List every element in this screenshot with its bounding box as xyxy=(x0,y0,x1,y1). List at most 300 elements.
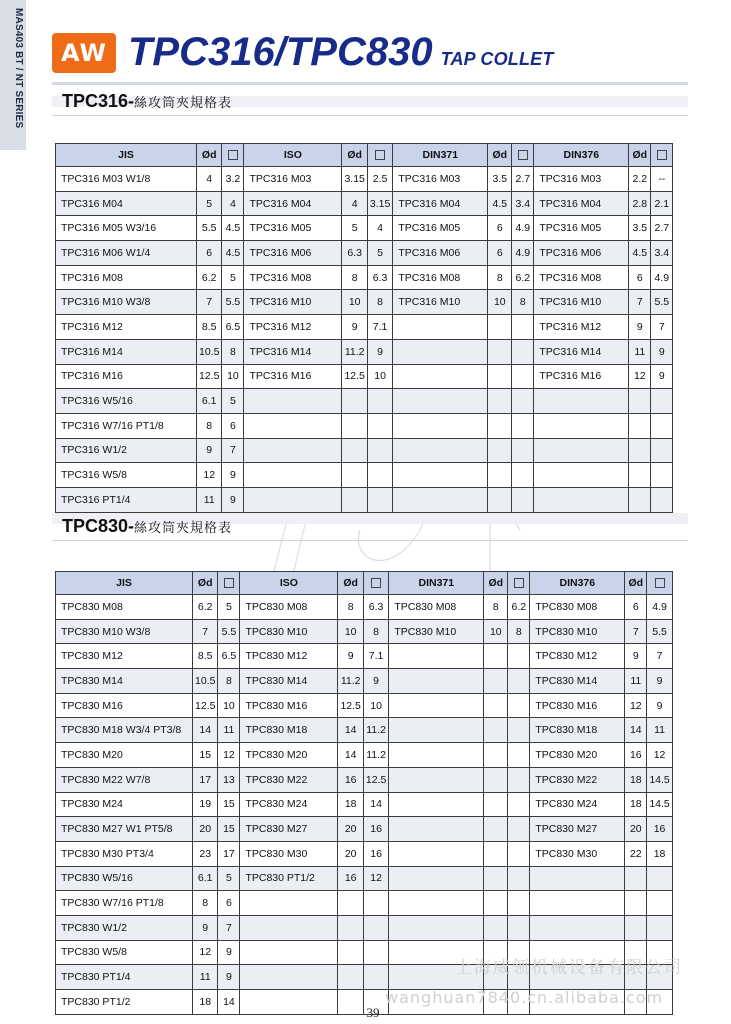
diameter-cell: 6 xyxy=(629,265,651,290)
table-row xyxy=(56,767,673,792)
model-cell: TPC316 M04 xyxy=(56,191,197,216)
square-cell xyxy=(363,915,388,940)
column-header: Ød xyxy=(193,572,218,595)
table-row xyxy=(56,841,673,866)
table-row xyxy=(56,891,673,916)
diameter-cell xyxy=(484,743,508,768)
square-cell: 16 xyxy=(363,817,388,842)
square-cell: 6.5 xyxy=(218,644,240,669)
square-cell: 14.5 xyxy=(647,767,672,792)
model-cell xyxy=(389,792,484,817)
square-icon xyxy=(518,150,528,160)
square-cell: 10 xyxy=(222,364,244,389)
diameter-cell xyxy=(488,413,512,438)
diameter-cell: 7 xyxy=(197,290,222,315)
diameter-cell: 16 xyxy=(625,743,647,768)
diameter-cell xyxy=(488,438,512,463)
column-header: Ød xyxy=(197,144,222,167)
table-row xyxy=(56,866,673,891)
diameter-cell xyxy=(342,389,367,414)
diameter-cell: 6 xyxy=(488,216,512,241)
model-cell xyxy=(389,743,484,768)
diameter-cell xyxy=(338,940,363,965)
column-header: DIN376 xyxy=(530,572,625,595)
square-icon xyxy=(224,578,234,588)
square-cell xyxy=(651,413,673,438)
diameter-cell: 10 xyxy=(342,290,367,315)
diameter-cell: 18 xyxy=(625,792,647,817)
model-cell: TPC830 PT1/2 xyxy=(56,990,193,1015)
table-row xyxy=(56,167,673,192)
square-cell: 3.2 xyxy=(222,167,244,192)
square-cell: 14.5 xyxy=(647,792,672,817)
model-cell xyxy=(393,413,488,438)
diameter-cell: 11.2 xyxy=(338,669,363,694)
diameter-cell xyxy=(629,463,651,488)
model-cell: TPC830 M10 xyxy=(389,619,484,644)
diameter-cell: 10.5 xyxy=(197,339,222,364)
square-cell: 11 xyxy=(647,718,672,743)
model-cell xyxy=(393,438,488,463)
model-cell: TPC830 M30 xyxy=(240,841,338,866)
square-size-header xyxy=(363,572,388,595)
model-cell: TPC830 W5/16 xyxy=(56,866,193,891)
square-cell xyxy=(508,891,530,916)
square-cell: 16 xyxy=(363,841,388,866)
diameter-cell: 11 xyxy=(193,965,218,990)
model-cell xyxy=(534,413,629,438)
diameter-cell: 9 xyxy=(625,644,647,669)
square-cell: 6 xyxy=(222,413,244,438)
square-cell: 2.5 xyxy=(367,167,392,192)
diameter-cell: 12.5 xyxy=(342,364,367,389)
square-cell: 4.5 xyxy=(222,216,244,241)
diameter-cell: 3.15 xyxy=(342,167,367,192)
square-cell: 6 xyxy=(218,891,240,916)
square-cell: 2.7 xyxy=(651,216,673,241)
column-header: JIS xyxy=(56,572,193,595)
square-cell xyxy=(512,339,534,364)
square-cell xyxy=(367,413,392,438)
square-cell xyxy=(508,792,530,817)
table-row xyxy=(56,364,673,389)
diameter-cell xyxy=(342,487,367,512)
square-cell: 9 xyxy=(647,669,672,694)
model-cell: TPC316 W7/16 PT1/8 xyxy=(56,413,197,438)
model-cell: TPC830 M20 xyxy=(530,743,625,768)
square-cell: 9 xyxy=(222,463,244,488)
diameter-cell: 4.5 xyxy=(488,191,512,216)
diameter-cell: 6.3 xyxy=(342,241,367,266)
model-cell: TPC316 M04 xyxy=(244,191,342,216)
square-cell: 15 xyxy=(218,817,240,842)
square-cell: 10 xyxy=(363,693,388,718)
diameter-cell: 16 xyxy=(338,767,363,792)
square-cell: 10 xyxy=(367,364,392,389)
square-cell: 6.5 xyxy=(222,315,244,340)
square-cell: 7 xyxy=(647,644,672,669)
square-cell: 4.5 xyxy=(222,241,244,266)
model-cell: TPC316 M03 W1/8 xyxy=(56,167,197,192)
square-cell: 9 xyxy=(363,669,388,694)
column-header: Ød xyxy=(342,144,367,167)
model-cell: TPC830 PT1/2 xyxy=(240,866,338,891)
diameter-cell: 11 xyxy=(625,669,647,694)
square-cell: 7 xyxy=(651,315,673,340)
side-tab xyxy=(0,0,26,150)
square-cell xyxy=(647,915,672,940)
diameter-cell: 14 xyxy=(193,718,218,743)
diameter-cell: 19 xyxy=(193,792,218,817)
square-cell: 11 xyxy=(218,718,240,743)
table-row xyxy=(56,718,673,743)
model-cell: TPC316 M14 xyxy=(56,339,197,364)
square-cell: 8 xyxy=(508,619,530,644)
square-cell: 8 xyxy=(222,339,244,364)
square-cell: 5.5 xyxy=(647,619,672,644)
square-size-header xyxy=(512,144,534,167)
square-cell: 11.2 xyxy=(363,743,388,768)
diameter-cell xyxy=(484,767,508,792)
product-subtitle: TAP COLLET xyxy=(440,49,554,69)
diameter-cell: 7 xyxy=(193,619,218,644)
column-header: DIN371 xyxy=(389,572,484,595)
square-icon xyxy=(514,578,524,588)
model-cell xyxy=(389,866,484,891)
diameter-cell: 10.5 xyxy=(193,669,218,694)
square-cell: 4.9 xyxy=(512,241,534,266)
square-cell xyxy=(363,940,388,965)
model-cell: TPC316 M16 xyxy=(244,364,342,389)
table-row xyxy=(56,265,673,290)
model-cell: TPC830 W5/8 xyxy=(56,940,193,965)
table-row xyxy=(56,644,673,669)
model-cell xyxy=(393,463,488,488)
square-cell xyxy=(508,743,530,768)
square-cell: 12 xyxy=(218,743,240,768)
square-cell: 5 xyxy=(367,241,392,266)
diameter-cell: 6.2 xyxy=(193,595,218,620)
square-size-header xyxy=(367,144,392,167)
model-cell xyxy=(534,438,629,463)
square-cell: 13 xyxy=(218,767,240,792)
diameter-cell: 8 xyxy=(193,891,218,916)
diameter-cell xyxy=(488,364,512,389)
column-header: Ød xyxy=(484,572,508,595)
square-cell: 16 xyxy=(647,817,672,842)
table-row xyxy=(56,463,673,488)
section-title-tpc830 xyxy=(62,516,232,537)
diameter-cell: 11.2 xyxy=(342,339,367,364)
page-title xyxy=(128,30,554,75)
table-row xyxy=(56,216,673,241)
square-cell xyxy=(367,389,392,414)
column-header: JIS xyxy=(56,144,197,167)
model-cell: TPC316 M05 W3/16 xyxy=(56,216,197,241)
diameter-cell: 9 xyxy=(629,315,651,340)
table-row xyxy=(56,413,673,438)
diameter-cell: 3.5 xyxy=(488,167,512,192)
model-cell: TPC316 M05 xyxy=(534,216,629,241)
diameter-cell: 9 xyxy=(193,915,218,940)
diameter-cell: 6.1 xyxy=(197,389,222,414)
model-cell xyxy=(393,389,488,414)
square-cell: 8 xyxy=(363,619,388,644)
diameter-cell: 17 xyxy=(193,767,218,792)
diameter-cell xyxy=(484,817,508,842)
series-label: MAS403 BT / NT SERIES xyxy=(13,8,24,129)
square-cell xyxy=(508,644,530,669)
diameter-cell xyxy=(488,463,512,488)
diameter-cell: 9 xyxy=(342,315,367,340)
model-cell: TPC830 M12 xyxy=(240,644,338,669)
diameter-cell: 20 xyxy=(193,817,218,842)
url-watermark: wanghuan7840.cn.alibaba.com xyxy=(385,988,664,1007)
model-cell: TPC316 M03 xyxy=(534,167,629,192)
square-cell: 12 xyxy=(363,866,388,891)
square-cell: 3.15 xyxy=(367,191,392,216)
column-header: ISO xyxy=(244,144,342,167)
square-size-header xyxy=(508,572,530,595)
square-cell: 12 xyxy=(647,743,672,768)
model-cell: TPC830 M24 xyxy=(240,792,338,817)
square-cell: 9 xyxy=(367,339,392,364)
section-heading: TPC316- xyxy=(62,91,135,111)
diameter-cell: 4 xyxy=(197,167,222,192)
diameter-cell: 9 xyxy=(338,644,363,669)
model-cell: TPC830 M10 W3/8 xyxy=(56,619,193,644)
model-cell: TPC316 PT1/4 xyxy=(56,487,197,512)
square-cell xyxy=(512,487,534,512)
diameter-cell: 7 xyxy=(629,290,651,315)
model-cell: TPC316 M16 xyxy=(534,364,629,389)
diameter-cell: 6.1 xyxy=(193,866,218,891)
diameter-cell: 12.5 xyxy=(193,693,218,718)
diameter-cell xyxy=(484,644,508,669)
square-cell: 9 xyxy=(651,364,673,389)
model-cell: TPC830 M20 xyxy=(240,743,338,768)
square-cell: 7.1 xyxy=(363,644,388,669)
model-cell: TPC830 M18 W3/4 PT3/8 xyxy=(56,718,193,743)
square-icon xyxy=(371,578,381,588)
model-cell: TPC316 M06 xyxy=(244,241,342,266)
diameter-cell: 8 xyxy=(488,265,512,290)
square-cell: 7.1 xyxy=(367,315,392,340)
diameter-cell xyxy=(629,438,651,463)
diameter-cell: 12 xyxy=(629,364,651,389)
square-cell: 8 xyxy=(367,290,392,315)
diameter-cell: 6 xyxy=(625,595,647,620)
table-row xyxy=(56,792,673,817)
diameter-cell xyxy=(625,866,647,891)
square-cell xyxy=(508,767,530,792)
square-cell: 5 xyxy=(222,389,244,414)
diameter-cell: 5.5 xyxy=(197,216,222,241)
page-number: 39 xyxy=(366,1005,380,1020)
model-cell: TPC316 M12 xyxy=(56,315,197,340)
model-cell: TPC830 M14 xyxy=(56,669,193,694)
diameter-cell: 8 xyxy=(338,595,363,620)
model-cell: TPC830 M16 xyxy=(530,693,625,718)
model-cell xyxy=(244,487,342,512)
diameter-cell: 15 xyxy=(193,743,218,768)
model-cell xyxy=(389,915,484,940)
model-cell xyxy=(534,487,629,512)
model-cell: TPC316 M06 xyxy=(393,241,488,266)
model-cell xyxy=(534,463,629,488)
square-cell xyxy=(647,891,672,916)
model-cell: TPC830 W1/2 xyxy=(56,915,193,940)
square-cell: 4.9 xyxy=(647,595,672,620)
table-row xyxy=(56,290,673,315)
square-cell xyxy=(508,718,530,743)
model-cell: TPC830 PT1/4 xyxy=(56,965,193,990)
model-cell xyxy=(244,463,342,488)
model-cell: TPC316 M10 xyxy=(393,290,488,315)
model-cell: TPC830 M30 xyxy=(530,841,625,866)
model-cell: TPC830 M22 W7/8 xyxy=(56,767,193,792)
diameter-cell xyxy=(484,915,508,940)
square-cell xyxy=(508,841,530,866)
tpc830-spec-table xyxy=(55,571,673,1015)
table-header-row xyxy=(56,144,673,167)
table-row xyxy=(56,241,673,266)
diameter-cell: 8 xyxy=(342,265,367,290)
model-cell: TPC830 M10 xyxy=(530,619,625,644)
model-cell: TPC830 M16 xyxy=(240,693,338,718)
model-cell xyxy=(530,891,625,916)
square-cell: 6.2 xyxy=(512,265,534,290)
square-cell: 4.9 xyxy=(651,265,673,290)
table-row xyxy=(56,487,673,512)
diameter-cell: 8 xyxy=(197,413,222,438)
model-cell: TPC316 M08 xyxy=(534,265,629,290)
square-cell: 5 xyxy=(218,866,240,891)
square-icon xyxy=(228,150,238,160)
model-cell: TPC316 M03 xyxy=(244,167,342,192)
square-cell: 9 xyxy=(218,940,240,965)
column-header: Ød xyxy=(629,144,651,167)
square-cell: 2.7 xyxy=(512,167,534,192)
diameter-cell xyxy=(488,389,512,414)
square-cell xyxy=(508,669,530,694)
model-cell: TPC830 M24 xyxy=(530,792,625,817)
diameter-cell xyxy=(484,718,508,743)
square-icon xyxy=(657,150,667,160)
model-cell xyxy=(240,891,338,916)
column-header: DIN376 xyxy=(534,144,629,167)
model-cell: TPC830 M27 W1 PT5/8 xyxy=(56,817,193,842)
model-cell xyxy=(244,438,342,463)
diameter-cell: 11 xyxy=(197,487,222,512)
model-cell: TPC830 M08 xyxy=(530,595,625,620)
model-cell: TPC830 M18 xyxy=(240,718,338,743)
diameter-cell: 6.2 xyxy=(197,265,222,290)
square-cell xyxy=(651,389,673,414)
column-header: ISO xyxy=(240,572,338,595)
diameter-cell: 23 xyxy=(193,841,218,866)
model-cell: TPC830 M18 xyxy=(530,718,625,743)
square-cell xyxy=(508,693,530,718)
model-cell: TPC830 M27 xyxy=(240,817,338,842)
square-cell xyxy=(363,891,388,916)
model-cell xyxy=(240,940,338,965)
diameter-cell: 12 xyxy=(197,463,222,488)
model-cell xyxy=(389,817,484,842)
square-cell xyxy=(367,463,392,488)
square-cell xyxy=(508,915,530,940)
diameter-cell: 18 xyxy=(338,792,363,817)
model-cell: TPC830 M22 xyxy=(240,767,338,792)
model-cell: TPC830 M12 xyxy=(530,644,625,669)
table-row xyxy=(56,191,673,216)
table-row xyxy=(56,619,673,644)
model-cell: TPC830 M14 xyxy=(240,669,338,694)
diameter-cell: 20 xyxy=(338,817,363,842)
square-cell: 9 xyxy=(222,487,244,512)
square-size-header xyxy=(218,572,240,595)
diameter-cell xyxy=(338,891,363,916)
square-cell xyxy=(651,438,673,463)
table-row xyxy=(56,915,673,940)
model-cell xyxy=(389,718,484,743)
diameter-cell: 5 xyxy=(342,216,367,241)
model-cell: TPC316 M04 xyxy=(393,191,488,216)
section-title-tpc316 xyxy=(62,91,232,112)
model-cell: TPC316 M05 xyxy=(393,216,488,241)
diameter-cell xyxy=(484,669,508,694)
diameter-cell xyxy=(342,463,367,488)
model-cell xyxy=(389,891,484,916)
model-cell: TPC316 M08 xyxy=(244,265,342,290)
square-cell xyxy=(363,965,388,990)
diameter-cell: 10 xyxy=(484,619,508,644)
square-cell: 5.5 xyxy=(222,290,244,315)
table-row xyxy=(56,595,673,620)
model-cell: TPC316 M16 xyxy=(56,364,197,389)
diameter-cell: 10 xyxy=(488,290,512,315)
square-cell xyxy=(367,438,392,463)
diameter-cell: 22 xyxy=(625,841,647,866)
square-cell: 18 xyxy=(647,841,672,866)
square-cell xyxy=(651,487,673,512)
diameter-cell xyxy=(338,965,363,990)
square-cell xyxy=(512,389,534,414)
column-header: DIN371 xyxy=(393,144,488,167)
diameter-cell xyxy=(625,891,647,916)
model-cell: TPC316 M14 xyxy=(244,339,342,364)
diameter-cell xyxy=(342,438,367,463)
diameter-cell: 2.8 xyxy=(629,191,651,216)
diameter-cell: 8.5 xyxy=(193,644,218,669)
diameter-cell: 2.2 xyxy=(629,167,651,192)
model-cell xyxy=(240,990,338,1015)
model-cell: TPC316 M12 xyxy=(534,315,629,340)
diameter-cell: 18 xyxy=(625,767,647,792)
square-cell: 11.2 xyxy=(363,718,388,743)
diameter-cell: 14 xyxy=(338,718,363,743)
model-cell: TPC830 M22 xyxy=(530,767,625,792)
table-header-row xyxy=(56,572,673,595)
square-cell: 9 xyxy=(647,693,672,718)
section-heading-cn: 絲攻筒夾規格表 xyxy=(134,96,233,111)
square-cell: 4.9 xyxy=(512,216,534,241)
model-cell: TPC830 M14 xyxy=(530,669,625,694)
model-cell: TPC316 M10 xyxy=(244,290,342,315)
model-cell xyxy=(389,644,484,669)
square-cell xyxy=(508,817,530,842)
table-row xyxy=(56,693,673,718)
